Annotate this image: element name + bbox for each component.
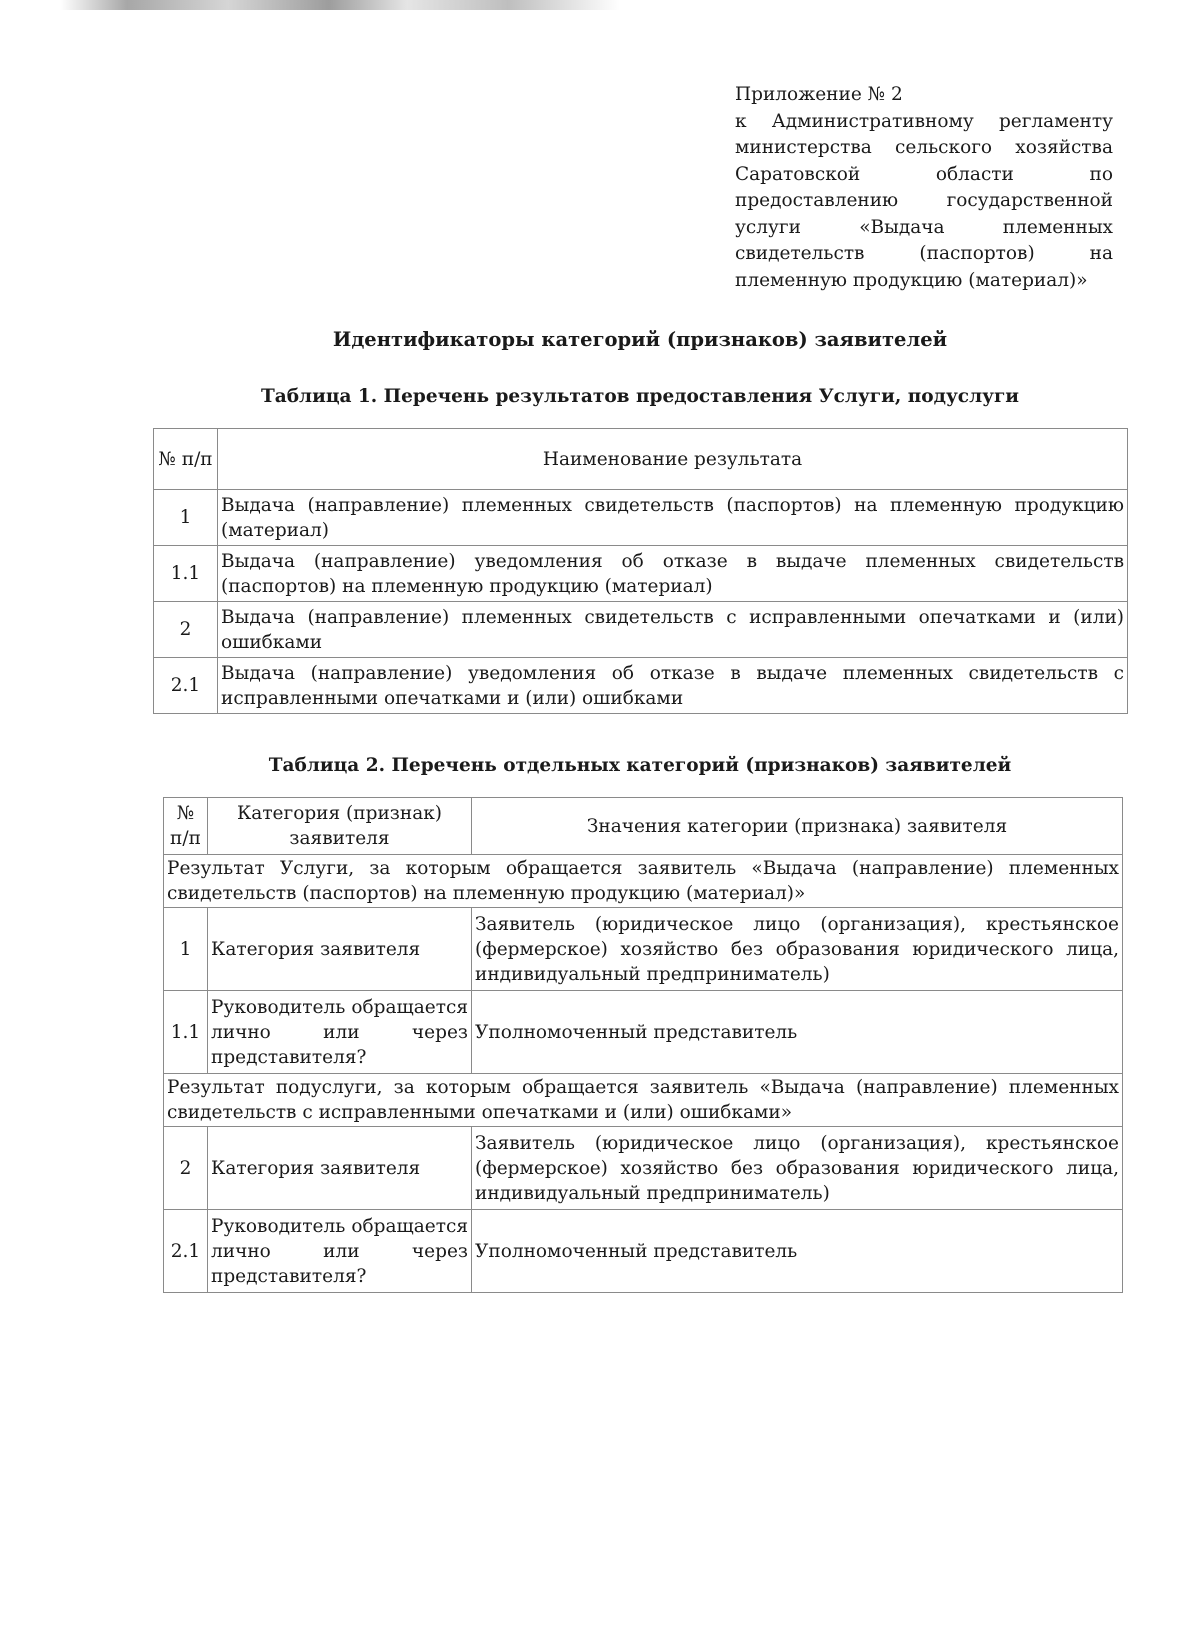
row-category: Категория заявителя xyxy=(208,1127,472,1210)
row-number: 1 xyxy=(164,908,208,991)
table-row xyxy=(154,490,1128,546)
row-category-value: Уполномоченный представитель xyxy=(472,991,1123,1074)
table-row xyxy=(154,658,1128,714)
categories-table xyxy=(163,797,1123,1293)
row-number: 2 xyxy=(164,1127,208,1210)
row-number: 2.1 xyxy=(154,658,218,714)
row-number: 1.1 xyxy=(154,546,218,602)
section-title: Результат подуслуги, за которым обращается заявитель «Выдача (направление) племенных свидетельств с исправленными опечатками и (или) ошибками» xyxy=(164,1074,1123,1127)
row-number: 2 xyxy=(154,602,218,658)
document-title: Идентификаторы категорий (признаков) заявителей xyxy=(332,328,948,351)
appendix-line: услуги «Выдача племенных xyxy=(735,216,1113,238)
table-row xyxy=(164,991,1123,1074)
section-title: Результат Услуги, за которым обращается заявитель «Выдача (направление) племенных свидетельств (паспортов) на племенную продукцию (материал)» xyxy=(164,855,1123,908)
column-header-number: № п/п xyxy=(164,798,208,855)
scan-edge-artifact xyxy=(60,0,620,10)
column-header-category: Категория (признак) заявителя xyxy=(208,798,472,855)
row-number: 1.1 xyxy=(164,991,208,1074)
appendix-line: к Административному регламенту xyxy=(735,110,1113,132)
table2-caption: Таблица 2. Перечень отдельных категорий (признаков) заявителей xyxy=(268,755,1012,776)
row-category-value: Уполномоченный представитель xyxy=(472,1210,1123,1293)
appendix-line: Приложение № 2 xyxy=(735,84,903,105)
section-row xyxy=(164,855,1123,908)
row-result-text: Выдача (направление) племенных свидетельств с исправленными опечатками и (или) ошибками xyxy=(218,602,1128,658)
appendix-line: Саратовской области по xyxy=(735,163,1113,185)
appendix-line: свидетельств (паспортов) на xyxy=(735,243,1113,264)
row-result-text: Выдача (направление) племенных свидетельств (паспортов) на племенную продукцию (материал) xyxy=(218,490,1128,546)
row-result-text: Выдача (направление) уведомления об отказе в выдаче племенных свидетельств (паспортов) на племенную продукцию (материал) xyxy=(218,546,1128,602)
table-header-row xyxy=(154,429,1128,490)
appendix-line: предоставлению государственной xyxy=(735,190,1113,211)
row-category: Руководитель обращается лично или через представителя? xyxy=(208,991,472,1074)
column-header-result-name: Наименование результата xyxy=(218,429,1128,490)
row-category-value: Заявитель (юридическое лицо (организация), крестьянское (фермерское) хозяйство без образования юридического лица, индивидуальный предприниматель) xyxy=(472,908,1123,991)
row-number: 1 xyxy=(154,490,218,546)
table-row xyxy=(164,1210,1123,1293)
table-row xyxy=(164,908,1123,991)
section-row xyxy=(164,1074,1123,1127)
table-row xyxy=(164,1127,1123,1210)
table-row xyxy=(154,546,1128,602)
appendix-note xyxy=(735,82,1113,294)
row-result-text: Выдача (направление) уведомления об отказе в выдаче племенных свидетельств с исправленными опечатками и (или) ошибками xyxy=(218,658,1128,714)
row-number: 2.1 xyxy=(164,1210,208,1293)
results-table xyxy=(153,428,1128,714)
row-category-value: Заявитель (юридическое лицо (организация), крестьянское (фермерское) хозяйство без образования юридического лица, индивидуальный предприниматель) xyxy=(472,1127,1123,1210)
row-category: Категория заявителя xyxy=(208,908,472,991)
appendix-line: министерства сельского хозяйства xyxy=(735,137,1113,158)
column-header-category-value: Значения категории (признака) заявителя xyxy=(472,798,1123,855)
appendix-line: племенную продукцию (материал)» xyxy=(735,269,1088,291)
table1-caption: Таблица 1. Перечень результатов предоставления Услуги, подуслуги xyxy=(260,386,1020,407)
row-category: Руководитель обращается лично или через представителя? xyxy=(208,1210,472,1293)
table-row xyxy=(154,602,1128,658)
column-header-number: № п/п xyxy=(154,429,218,490)
table-header-row xyxy=(164,798,1123,855)
